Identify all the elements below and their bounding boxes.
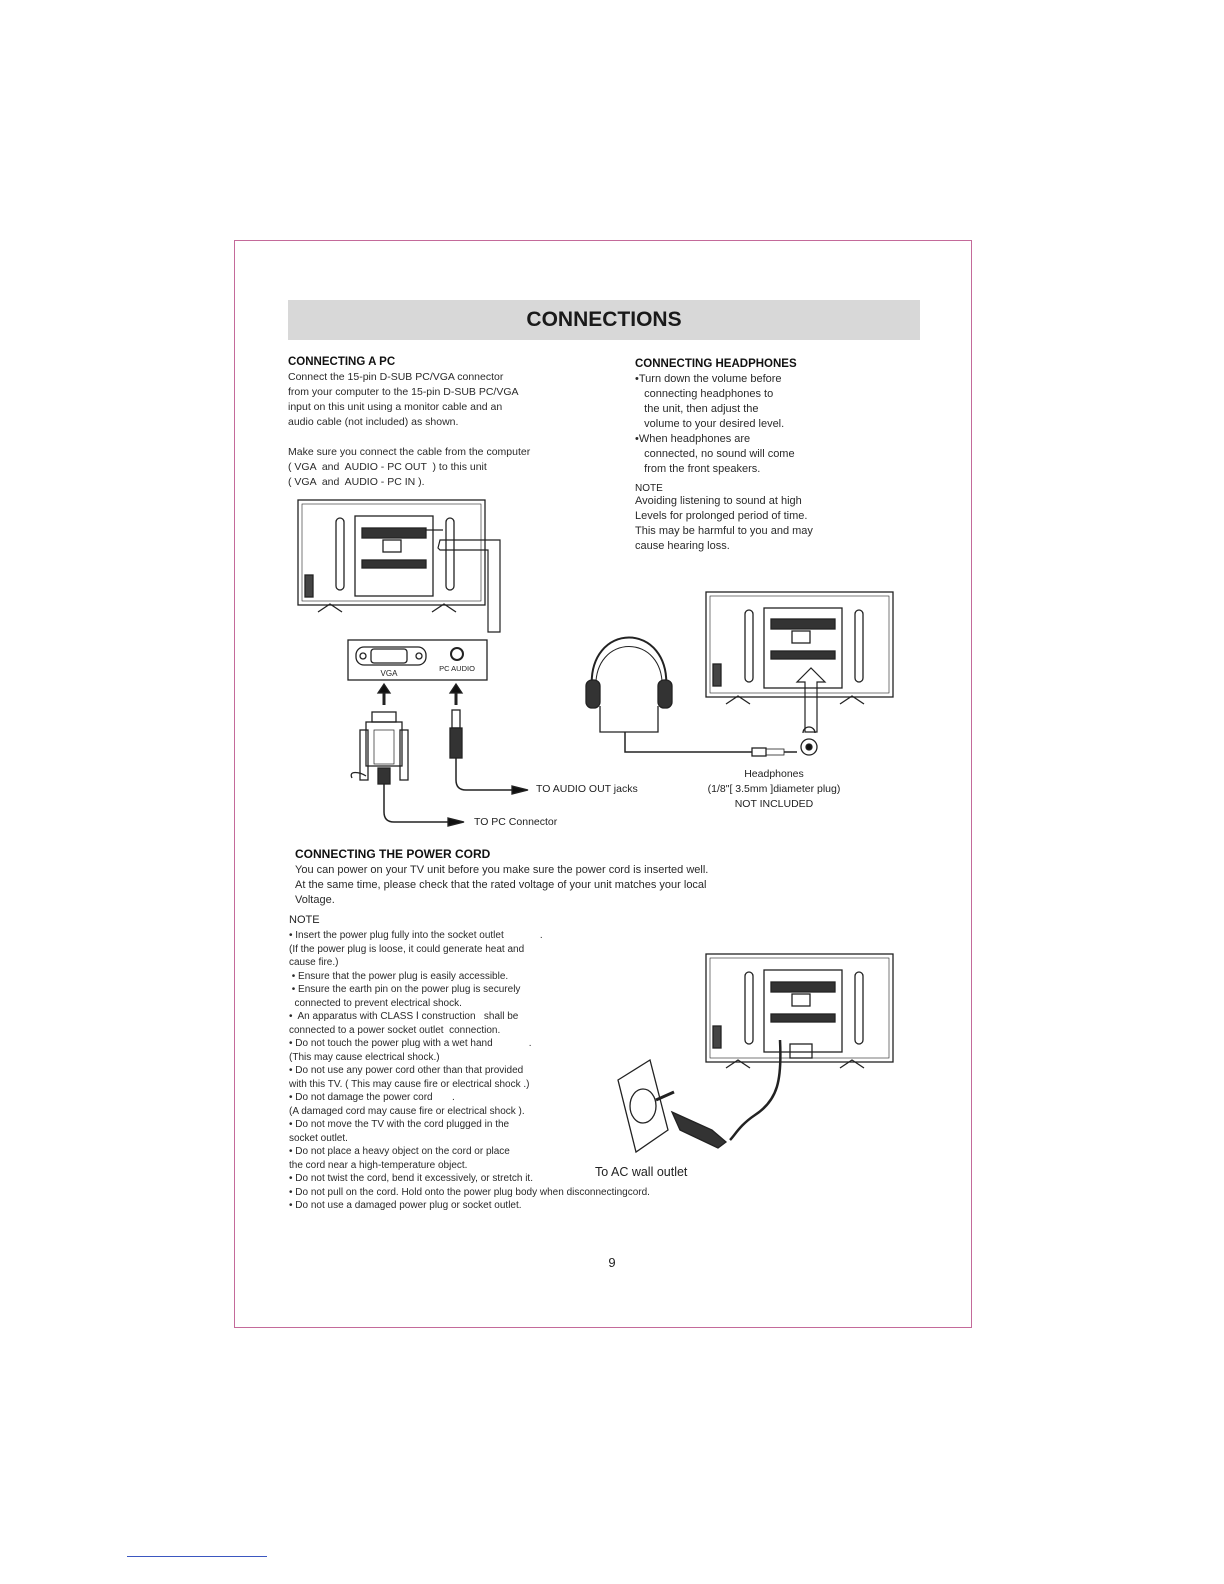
power-heading: CONNECTING THE POWER CORD: [295, 847, 491, 861]
pc-connector-caption: TO PC Connector: [474, 816, 558, 828]
vga-plug: [351, 712, 408, 784]
power-note-label: NOTE: [289, 914, 320, 926]
pc-heading: CONNECTING A PC: [288, 356, 396, 368]
tv-rear-illustration-power: [706, 954, 893, 1068]
page-number: 9: [608, 1255, 616, 1270]
vga-port-label: VGA: [380, 669, 398, 678]
headphones-not-included: NOT INCLUDED: [734, 798, 814, 810]
footer-rule: [127, 1556, 267, 1557]
page-title: CONNECTIONS: [288, 300, 920, 340]
audio-plug: [450, 710, 462, 758]
headphones-note: Avoiding listening to sound at high Levels for prolonged period of time. This may be harmful to you and may cause hearing loss.: [635, 495, 813, 552]
pc-audio-port-label: PC AUDIO: [439, 664, 475, 673]
headphones-caption: Headphones: [744, 768, 804, 780]
tv-rear-illustration-pc: [298, 500, 500, 632]
headphones-heading: CONNECTING HEADPHONES: [635, 358, 797, 370]
pc-instructions: Connect the 15-pin D-SUB PC/VGA connector from your computer to the 15-pin D-SUB PC/VGA input on this unit using a monitor cable and an audio cable (not included) as shown.: [288, 371, 519, 428]
tv-rear-illustration-headphones: [706, 592, 893, 755]
wall-outlet-caption: To AC wall outlet: [595, 1165, 688, 1179]
power-notes: • Insert the power plug fully into the socket outlet . (If the power plug is loose, it could generate heat and cause fire.) • Ensure that the power plug is easily accessible. • Ensure the earth pin on the power plug is securely connected to prevent electrical shock. • An apparatus with CLASS Ⅰ construction shall be connected to a power socket outlet connection. • Do not touch the power plug with a wet hand . (This may cause electrical shock.) • Do not use any power cord other than that provided with this TV. ( This may cause fire or electrical shock .) • Do not damage the power cord . (A damaged cord may cause fire or electrical shock ). • Do not move the TV with the cord plugged in the socket outlet. • Do not place a heavy object on the cord or place the cord near a high-temperature object. • Do not twist the cord, bend it excessively, or stretch it. • Do not pull on the cord. Hold onto the power plug body when disconnectingcord. • Do not use a damaged power plug or socket outlet.: [289, 930, 650, 1211]
audio-out-caption: TO AUDIO OUT jacks: [536, 783, 638, 795]
power-instructions: You can power on your TV unit before you make sure the power cord is inserted well. At the same time, please check that the rated voltage of your unit matches your local Voltage.: [295, 864, 709, 906]
headphones-plug-caption: (1/8"[ 3.5mm ]diameter plug): [707, 783, 841, 795]
pc-cable-note: Make sure you connect the cable from the computer ( VGA and AUDIO - PC OUT ) to this unit ( VGA and AUDIO - PC IN ).: [288, 446, 531, 488]
headphones-instructions: •Turn down the volume before connecting headphones to the unit, then adjust the volume to your desired level. •When headphones are connected, no sound will come from the front speakers.: [635, 373, 795, 475]
connector-panel: [348, 640, 487, 680]
headphones-note-label: NOTE: [635, 483, 663, 494]
